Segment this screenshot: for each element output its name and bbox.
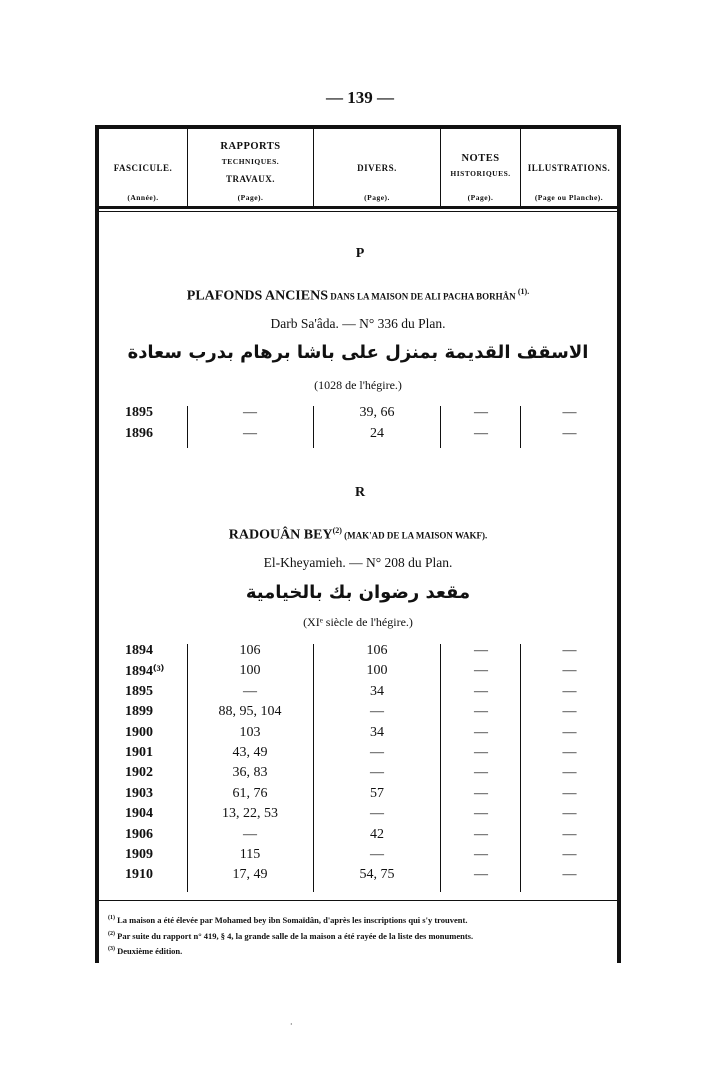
cell-rapports: —: [243, 683, 257, 699]
cell-illustrations: —: [562, 683, 577, 699]
header-illustrations: [521, 129, 617, 206]
header-illustrations-label: ILLUSTRATIONS.: [527, 163, 611, 173]
cell-year: 1904: [125, 806, 153, 822]
cell-notes: —: [474, 724, 488, 740]
header-rapports-line3: TRAVAUX.: [226, 174, 275, 184]
cell-notes: —: [474, 867, 488, 883]
column-rule: [440, 644, 441, 892]
section-p-title-note: (1).: [517, 287, 530, 296]
cell-rapports: 43, 49: [232, 745, 268, 760]
column-rule: [440, 406, 441, 448]
section-r-era: (XIᵉ siècle de l'hégire.): [303, 615, 413, 629]
table-row: [99, 806, 617, 826]
footnote-text: Deuxième édition.: [117, 946, 183, 956]
section-r-title-rest: (MAK'AD DE LA MAISON WAKF).: [341, 530, 488, 541]
cell-rapports: 61, 76: [232, 785, 268, 801]
footnote-mark: (2): [108, 931, 115, 938]
cell-year: 1895: [125, 405, 153, 420]
cell-notes: —: [474, 426, 488, 441]
cell-illustrations: —: [562, 426, 577, 441]
cell-year: 1899: [125, 704, 153, 720]
header-rapports-sub: (Page).: [237, 193, 264, 202]
table-row: [99, 847, 617, 867]
column-rule: [520, 644, 521, 892]
cell-illustrations: —: [562, 405, 577, 420]
cell-year: 1896: [125, 426, 153, 441]
section-r-location: El-Kheyamieh. — N° 208 du Plan.: [263, 555, 453, 570]
section-r-title-main: RADOUÂN BEY: [228, 527, 333, 543]
table-row: [99, 643, 617, 663]
header-illustrations-sub: (Page ou Planche).: [534, 193, 604, 202]
cell-year: 1903: [125, 785, 153, 801]
section-p-location: Darb Sa'âda. — N° 336 du Plan.: [270, 316, 446, 331]
section-p-era: (1028 de l'hégire.): [314, 378, 402, 392]
footnote-text: La maison a été élevée par Mohamed bey ibn Somaïdân, d'après les inscriptions qui s'y trouvent.: [117, 915, 468, 925]
cell-rapports: 36, 83: [232, 765, 268, 781]
footnote-mark: (1): [108, 915, 115, 922]
footnote: [108, 915, 613, 925]
printing-speck: ·: [290, 1020, 293, 1029]
cell-notes: —: [474, 745, 488, 760]
header-fascicule: [99, 129, 187, 206]
cell-rapports: 17, 49: [232, 867, 268, 883]
header-notes: [441, 129, 520, 206]
header-rule: [95, 206, 621, 209]
cell-illustrations: —: [562, 847, 577, 862]
cell-notes: —: [474, 785, 488, 801]
section-p-title-main: PLAFONDS ANCIENS: [186, 288, 328, 304]
cell-illustrations: —: [562, 643, 577, 658]
cell-divers: 39, 66: [359, 405, 395, 420]
header-divers-label: DIVERS.: [357, 163, 397, 173]
table-row: [99, 725, 617, 745]
section-p-title-rest: DANS LA MAISON DE ALI PACHA BORHÂN: [328, 291, 518, 302]
table-row: [99, 867, 617, 887]
cell-illustrations: —: [562, 704, 577, 720]
cell-year: 1895: [125, 683, 153, 699]
cell-rapports: —: [243, 426, 257, 441]
cell-divers: 34: [370, 724, 384, 740]
table-row: [99, 765, 617, 785]
section-letter-r: R: [354, 485, 366, 500]
cell-rapports: 100: [239, 663, 261, 679]
section-p-arabic: الاسقف القديمة بمنزل على باشا برهام بدرب سعادة: [127, 342, 589, 363]
header-rapports: [188, 129, 313, 206]
cell-year: 1894⁽³⁾: [125, 664, 165, 680]
section-r-title: [99, 526, 617, 544]
cell-rapports: 106: [239, 643, 261, 658]
header-notes-line2: HISTORIQUES.: [450, 169, 511, 178]
footnote: [108, 946, 613, 956]
column-rule: [187, 406, 188, 448]
header-rapports-line2: TECHNIQUES.: [221, 157, 280, 166]
cell-illustrations: —: [562, 765, 577, 781]
cell-rapports: 88, 95, 104: [218, 704, 282, 720]
table-row: [99, 745, 617, 765]
cell-divers: 100: [366, 663, 388, 679]
header-divers-sub: (Page).: [364, 193, 390, 202]
section-p-title: [99, 287, 617, 305]
cell-notes: —: [474, 826, 488, 842]
table-row: [99, 704, 617, 724]
cell-divers: 106: [366, 643, 388, 658]
footnote: [108, 931, 613, 941]
cell-notes: —: [474, 806, 488, 822]
table-row: [99, 405, 617, 425]
cell-illustrations: —: [562, 785, 577, 801]
header-rule-thin: [99, 211, 617, 212]
section-r-arabic: مقعد رضوان بك بالخيامية: [245, 582, 471, 603]
footnote-rule: [99, 900, 617, 901]
cell-rapports: 103: [239, 724, 261, 740]
cell-notes: —: [474, 704, 488, 720]
cell-divers: —: [370, 806, 384, 822]
cell-year: 1909: [125, 847, 153, 862]
section-letter-p: P: [355, 246, 365, 261]
table-row: [99, 827, 617, 847]
column-rule: [187, 644, 188, 892]
cell-divers: —: [370, 765, 384, 781]
header-fascicule-sub: (Année).: [127, 193, 159, 202]
cell-year: 1901: [125, 745, 153, 760]
cell-notes: —: [474, 643, 488, 658]
footnote-text: Par suite du rapport n° 419, § 4, la grande salle de la maison a été rayée de la liste des monuments.: [117, 931, 474, 941]
page-number: — 139 —: [326, 88, 394, 107]
cell-notes: —: [474, 663, 488, 679]
column-rule: [313, 406, 314, 448]
cell-illustrations: —: [562, 806, 577, 822]
cell-divers: 54, 75: [359, 867, 395, 883]
cell-divers: 42: [370, 826, 384, 842]
table-row: [99, 663, 617, 683]
cell-rapports: —: [243, 405, 257, 420]
cell-year: 1910: [125, 867, 153, 883]
cell-rapports: —: [243, 826, 257, 842]
cell-divers: 24: [370, 426, 384, 441]
cell-notes: —: [474, 847, 488, 862]
table-row: [99, 426, 617, 446]
footnote-mark: (3): [108, 946, 115, 953]
cell-divers: 57: [370, 785, 384, 801]
cell-notes: —: [474, 683, 488, 699]
header-divers: [314, 129, 440, 206]
cell-illustrations: —: [562, 663, 577, 679]
header-rapports-line1: RAPPORTS: [220, 141, 281, 152]
cell-divers: 34: [370, 683, 384, 699]
header-notes-sub: (Page).: [467, 193, 494, 202]
cell-year: 1900: [125, 724, 153, 740]
column-rule: [520, 406, 521, 448]
cell-rapports: 13, 22, 53: [222, 806, 278, 822]
cell-year: 1902: [125, 765, 153, 781]
cell-divers: —: [370, 704, 384, 720]
table-row: [99, 684, 617, 704]
cell-illustrations: —: [562, 867, 577, 883]
cell-divers: —: [370, 745, 384, 760]
cell-notes: —: [474, 405, 488, 420]
cell-year: 1906: [125, 826, 153, 842]
cell-divers: —: [370, 847, 384, 862]
cell-rapports: 115: [239, 847, 261, 862]
cell-year: 1894: [125, 643, 153, 658]
cell-illustrations: —: [562, 724, 577, 740]
table-row: [99, 786, 617, 806]
header-notes-line1: NOTES: [461, 153, 500, 164]
cell-notes: —: [474, 765, 488, 781]
cell-illustrations: —: [562, 826, 577, 842]
cell-illustrations: —: [562, 745, 577, 760]
column-rule: [313, 644, 314, 892]
section-r-title-note: (2): [332, 526, 342, 535]
header-fascicule-label: FASCICULE.: [113, 163, 173, 173]
